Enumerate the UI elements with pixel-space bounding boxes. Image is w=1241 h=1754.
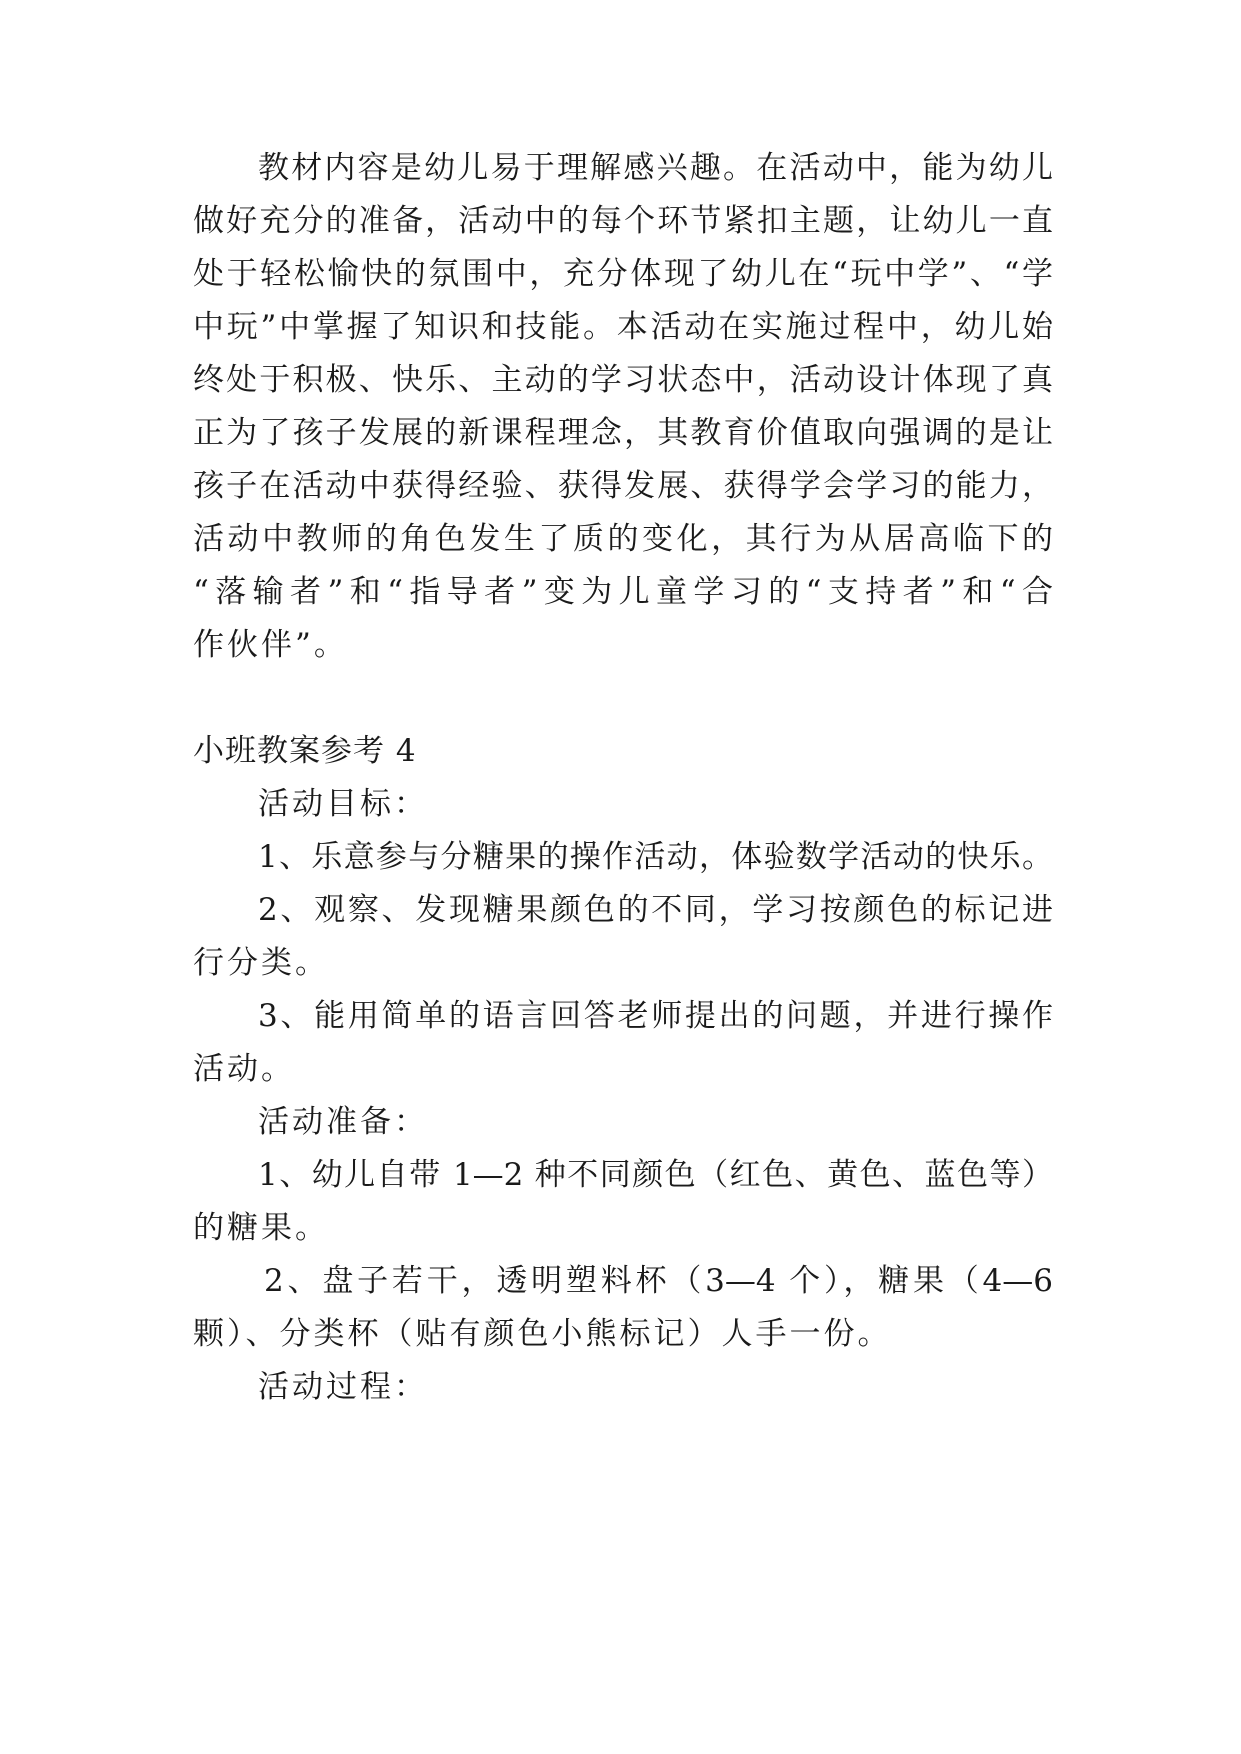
paragraph-line: 作伙伴”。 xyxy=(193,627,348,663)
paragraph-line: 正为了孩子发展的新课程理念，其教育价值取向强调的是让 xyxy=(193,415,1053,451)
goal-item: 2、观察、发现糖果颜色的不同，学习按颜色的标记进 xyxy=(258,892,1053,928)
process-label: 活动过程： xyxy=(258,1369,428,1405)
prep-item: 2、盘子若干，透明塑料杯（3—4 个），糖果（4—6 xyxy=(264,1263,1053,1299)
goal-item: 1、乐意参与分糖果的操作活动，体验数学活动的快乐。 xyxy=(258,839,1053,875)
prep-item: 1、幼儿自带 1—2 种不同颜色（红色、黄色、蓝色等） xyxy=(258,1157,1053,1193)
paragraph-line: 处于轻松愉快的氛围中，充分体现了幼儿在“玩中学”、“学 xyxy=(193,256,1053,292)
prep-item-continued: 颗）、分类杯（贴有颜色小熊标记）人手一份。 xyxy=(193,1316,892,1352)
goal-item: 3、能用简单的语言回答老师提出的问题，并进行操作 xyxy=(258,998,1053,1034)
section-title: 小班教案参考 4 xyxy=(193,733,417,769)
paragraph-line: 教材内容是幼儿易于理解感兴趣。在活动中，能为幼儿 xyxy=(258,150,1053,186)
goals-label: 活动目标： xyxy=(258,786,428,822)
prep-item-continued: 的糖果。 xyxy=(193,1210,329,1246)
paragraph-line: 中玩”中掌握了知识和技能。本活动在实施过程中，幼儿始 xyxy=(193,309,1053,345)
goal-item-continued: 行分类。 xyxy=(193,945,329,981)
paragraph-line: 孩子在活动中获得经验、获得发展、获得学会学习的能力， xyxy=(193,468,1053,504)
goal-item-continued: 活动。 xyxy=(193,1051,295,1087)
paragraph-line: 活动中教师的角色发生了质的变化，其行为从居高临下的 xyxy=(193,521,1053,557)
prep-label: 活动准备： xyxy=(258,1104,428,1140)
paragraph-line: 终处于积极、快乐、主动的学习状态中，活动设计体现了真 xyxy=(193,362,1053,398)
paragraph-line: 做好充分的准备，活动中的每个环节紧扣主题，让幼儿一直 xyxy=(193,203,1053,239)
paragraph-line: “落输者”和“指导者”变为儿童学习的“支持者”和“合 xyxy=(193,574,1053,610)
